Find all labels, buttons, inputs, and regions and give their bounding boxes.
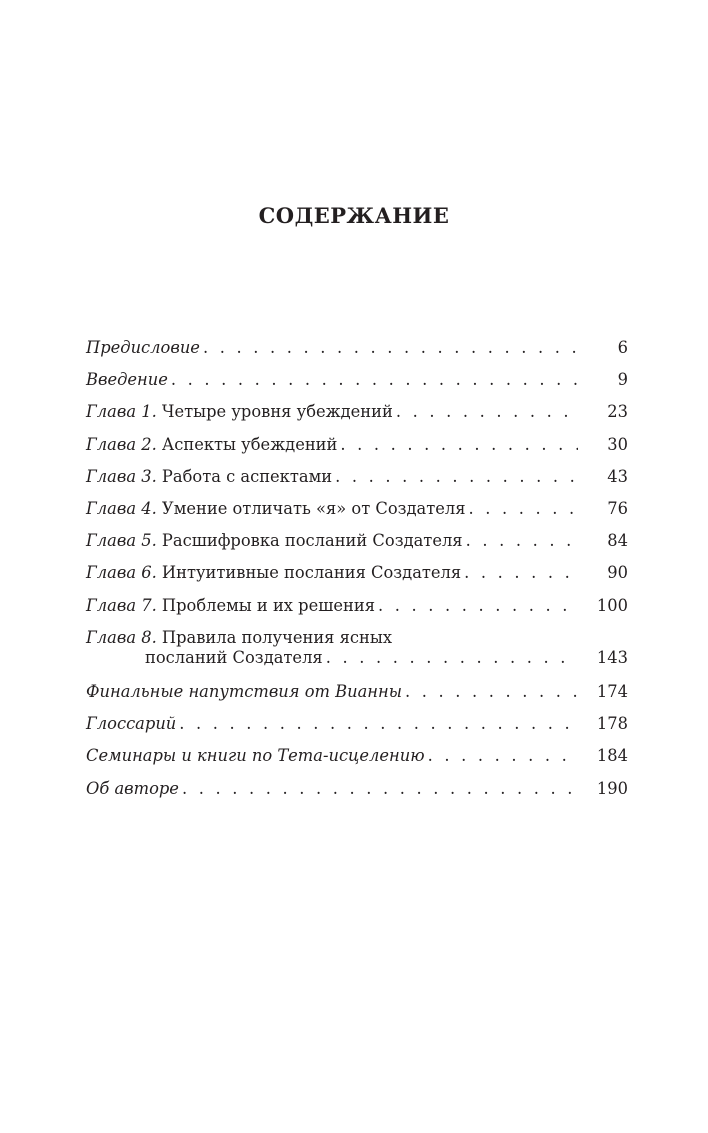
toc-entry-title: Аспекты убеждений bbox=[156, 434, 338, 454]
toc-entry-label bbox=[86, 402, 393, 422]
toc-entry-prefix: Введение bbox=[86, 370, 168, 390]
table-of-contents bbox=[86, 336, 628, 809]
toc-entry-title: Четыре уровня убеждений bbox=[156, 402, 393, 422]
dot-leader bbox=[378, 596, 578, 616]
toc-entry-prefix: Глоссарий bbox=[86, 714, 177, 734]
toc-entry[interactable] bbox=[86, 400, 628, 432]
toc-entry[interactable] bbox=[86, 777, 628, 809]
toc-entry-prefix: Глава 2. bbox=[86, 434, 157, 454]
toc-entry[interactable] bbox=[86, 433, 628, 465]
toc-entry-prefix: Глава 7. bbox=[86, 595, 157, 615]
toc-entry[interactable] bbox=[86, 594, 628, 626]
toc-entry[interactable] bbox=[86, 336, 628, 368]
toc-page-number: 76 bbox=[607, 498, 628, 518]
toc-entry-title: Работа с аспектами bbox=[156, 466, 333, 486]
toc-entry-label bbox=[86, 338, 200, 358]
toc-entry-prefix: Глава 1. bbox=[86, 402, 157, 422]
dot-leader bbox=[326, 648, 578, 668]
toc-page-number: 143 bbox=[596, 647, 628, 667]
toc-entry-prefix: Глава 5. bbox=[86, 531, 157, 551]
toc-entry-prefix: Финальные напутствия от Вианны bbox=[86, 681, 403, 701]
dot-leader bbox=[464, 563, 578, 583]
toc-entry-label bbox=[86, 714, 176, 734]
toc-page-number: 178 bbox=[596, 714, 628, 734]
toc-entry-label bbox=[86, 746, 425, 766]
toc-page-number: 43 bbox=[607, 466, 628, 486]
toc-page-number: 84 bbox=[607, 531, 628, 551]
toc-entry-prefix: Семинары и книги по Тета-исцелению bbox=[86, 746, 425, 766]
toc-entry-title: Проблемы и их решения bbox=[156, 595, 375, 615]
toc-entry[interactable] bbox=[86, 529, 628, 561]
toc-entry-label bbox=[86, 531, 463, 551]
toc-entry[interactable] bbox=[86, 680, 628, 712]
toc-entry-label bbox=[86, 563, 461, 583]
dot-leader bbox=[405, 682, 578, 702]
dot-leader bbox=[179, 714, 578, 734]
toc-entry-title-continuation: посланий Создателя bbox=[145, 647, 323, 667]
dot-leader bbox=[466, 531, 578, 551]
toc-entry[interactable] bbox=[86, 497, 628, 529]
dot-leader bbox=[396, 402, 578, 422]
toc-page-number: 184 bbox=[596, 746, 628, 766]
toc-entry[interactable] bbox=[86, 712, 628, 744]
toc-entry-label bbox=[86, 628, 392, 648]
dot-leader bbox=[469, 499, 578, 519]
toc-entry[interactable] bbox=[86, 561, 628, 593]
toc-entry-title: Интуитивные послания Создателя bbox=[156, 563, 462, 583]
toc-entry[interactable] bbox=[86, 465, 628, 497]
dot-leader bbox=[182, 779, 578, 799]
toc-entry-label bbox=[86, 499, 466, 519]
toc-entry-prefix: Предисловие bbox=[86, 338, 200, 357]
dot-leader bbox=[340, 435, 578, 455]
dot-leader bbox=[335, 467, 578, 487]
toc-entry-prefix: Глава 4. bbox=[86, 498, 157, 518]
dot-leader bbox=[171, 370, 578, 390]
toc-entry-title: Умение отличать «я» от Создателя bbox=[156, 498, 466, 518]
toc-page-number: 174 bbox=[596, 681, 628, 701]
toc-entry[interactable] bbox=[86, 744, 628, 776]
toc-entry[interactable] bbox=[86, 626, 628, 680]
toc-entry-title: Правила получения ясных bbox=[156, 627, 393, 647]
toc-entry-prefix: Глава 3. bbox=[86, 466, 157, 486]
toc-page-number: 6 bbox=[617, 338, 628, 357]
dot-leader bbox=[428, 746, 578, 766]
toc-entry-label bbox=[86, 596, 375, 616]
toc-page-number: 190 bbox=[596, 778, 628, 798]
toc-entry-prefix: Об авторе bbox=[86, 778, 179, 798]
toc-page-number: 90 bbox=[607, 563, 628, 583]
toc-entry-title: Расшифровка посланий Создателя bbox=[156, 531, 463, 551]
toc-entry-label bbox=[86, 370, 168, 390]
toc-entry-label bbox=[86, 682, 402, 702]
toc-page-number: 100 bbox=[596, 595, 628, 615]
toc-entry[interactable] bbox=[86, 368, 628, 400]
toc-page-number: 23 bbox=[607, 402, 628, 422]
toc-page-number: 9 bbox=[617, 370, 628, 390]
toc-entry-label bbox=[86, 779, 179, 799]
toc-page-number: 30 bbox=[607, 434, 628, 454]
toc-entry-prefix: Глава 8. bbox=[86, 627, 157, 647]
toc-entry-label bbox=[86, 467, 332, 487]
page-title: СОДЕРЖАНИЕ bbox=[258, 203, 450, 228]
toc-entry-prefix: Глава 6. bbox=[86, 563, 157, 583]
dot-leader bbox=[203, 338, 578, 358]
toc-entry-label bbox=[86, 435, 337, 455]
